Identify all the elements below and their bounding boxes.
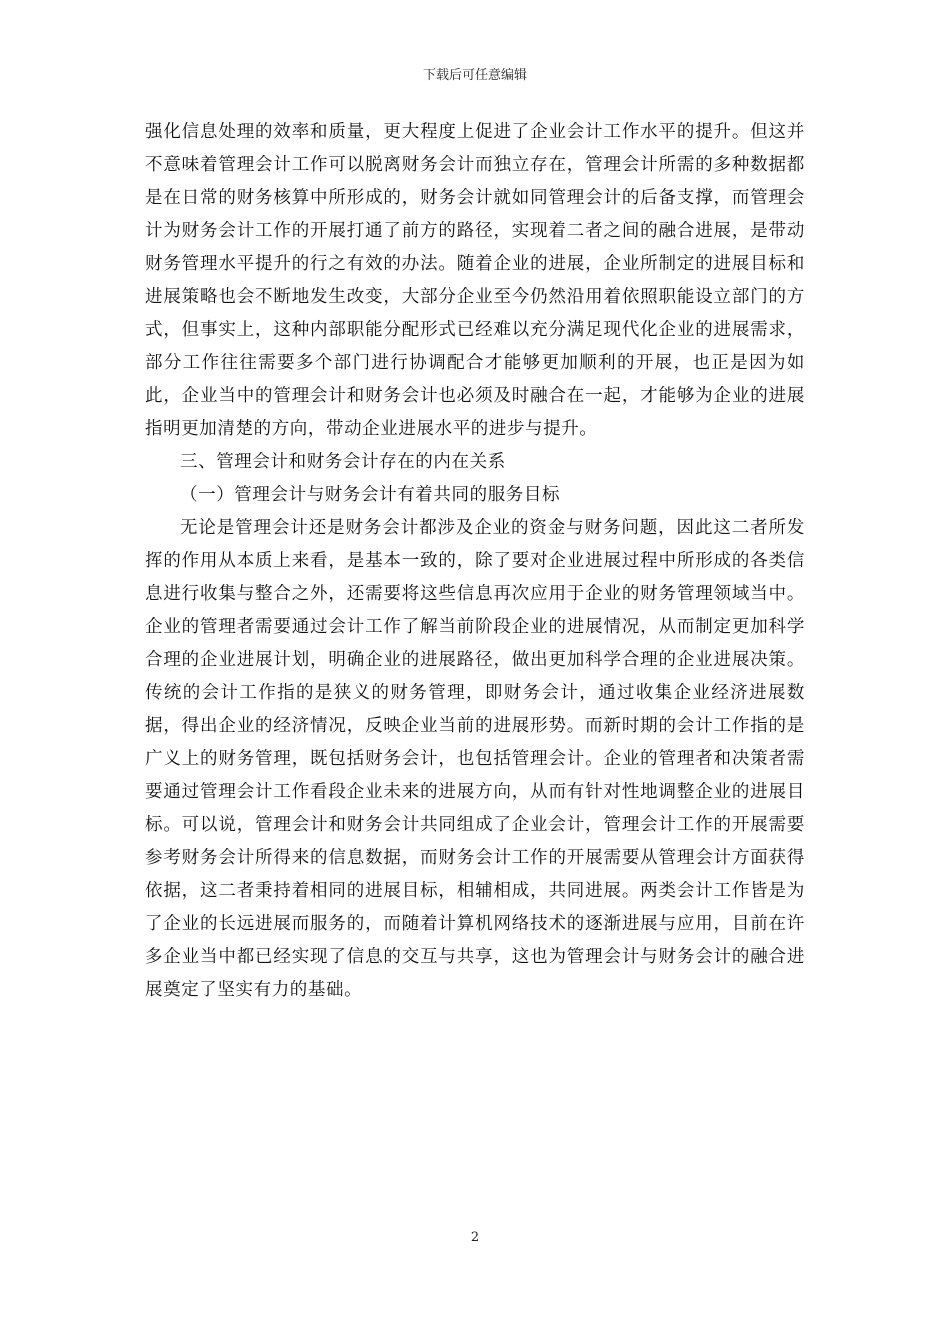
body-paragraph-continued: 强化信息处理的效率和质量，更大程度上促进了企业会计工作水平的提升。但这并不意味着管理会计工作可以脱离财务会计而独立存在，管理会计所需的多种数据都是在日常的财务核算中所形成的，财务会计就如同管理会计的后备支撑，而管理会计为财务会计工作的开展打通了前方的路径，实现着二者之间的融合进展，是带动财务管理水平提升的行之有效的办法。随着企业的进展，企业所制定的进展目标和进展策略也会不断地发生改变，大部分企业至今仍然沿用着依照职能设立部门的方式，但事实上，这种内部职能分配形式已经难以充分满足现代化企业的进展需求，部分工作往往需要多个部门进行协调配合才能够更加顺利的开展，也正是因为如此，企业当中的管理会计和财务会计也必须及时融合在一起，才能够为企业的进展指明更加清楚的方向，带动企业进展水平的进步与提升。 — [145, 122, 805, 439]
document-body — [145, 116, 805, 1007]
body-paragraph: 无论是管理会计还是财务会计都涉及企业的资金与财务问题，因此这二者所发挥的作用从本质上来看，是基本一致的，除了要对企业进展过程中所形成的各类信息进行收集与整合之外，还需要将这些信息再次应用于企业的财务管理领域当中。企业的管理者需要通过会计工作了解当前阶段企业的进展情况，从而制定更加科学合理的企业进展计划，明确企业的进展路径，做出更加科学合理的企业进展决策。传统的会计工作指的是狭义的财务管理，即财务会计，通过收集企业经济进展数据，得出企业的经济情况，反映企业当前的进展形势。而新时期的会计工作指的是广义上的财务管理，既包括财务会计，也包括管理会计。企业的管理者和决策者需要通过管理会计工作看段企业未来的进展方向，从而有针对性地调整企业的进展目标。可以说，管理会计和财务会计共同组成了企业会计，管理会计工作的开展需要参考财务会计所得来的信息数据，而财务会计工作的开展需要从管理会计方面获得依据，这二者秉持着相同的进展目标，相辅相成，共同进展。两类会计工作皆是为了企业的长远进展而服务的，而随着计算机网络技术的逐渐进展与应用，目前在许多企业当中都已经实现了信息的交互与共享，这也为管理会计与财务会计的融合进展奠定了坚实有力的基础。 — [145, 518, 805, 1000]
page-number: 2 — [470, 1230, 480, 1245]
section-heading: 三、管理会计和财务会计存在的内在关系 — [180, 452, 506, 472]
header-note: 下载后可任意编辑 — [422, 68, 527, 83]
subsection-heading: （一）管理会计与财务会计有着共同的服务目标 — [180, 485, 561, 505]
